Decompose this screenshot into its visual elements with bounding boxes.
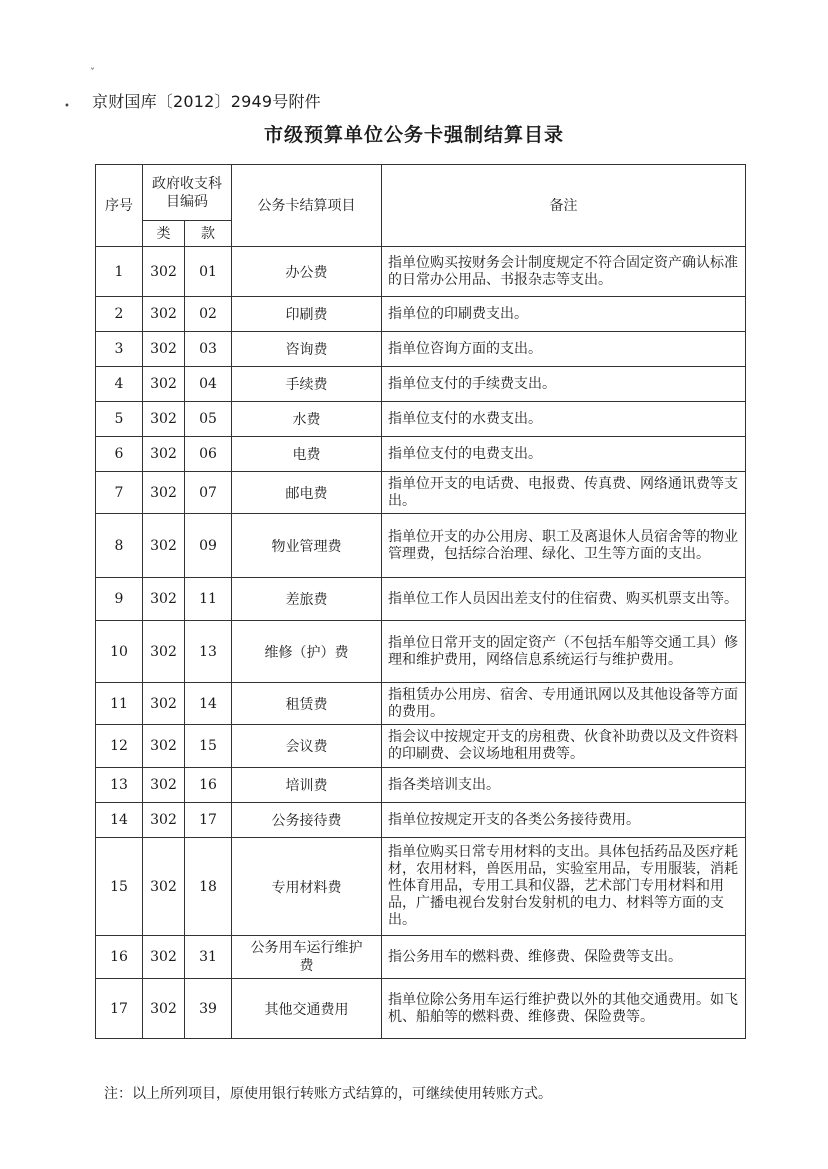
table-row xyxy=(96,367,746,402)
row-class: 302 xyxy=(143,936,185,979)
header-item: 公务卡结算项目 xyxy=(232,165,382,247)
row-seq: 17 xyxy=(96,979,143,1039)
row-seq: 3 xyxy=(96,332,143,367)
row-item: 差旅费 xyxy=(232,578,382,621)
row-seq: 6 xyxy=(96,437,143,472)
table-row xyxy=(96,979,746,1039)
row-class: 302 xyxy=(143,247,185,297)
row-note: 指单位开支的办公用房、职工及离退休人员宿舍等的物业管理费，包括综合治理、绿化、卫生等方面的支出。 xyxy=(382,514,746,578)
row-class: 302 xyxy=(143,437,185,472)
row-seq: 13 xyxy=(96,768,143,803)
row-class: 302 xyxy=(143,838,185,936)
table-row xyxy=(96,247,746,297)
row-item: 会议费 xyxy=(232,725,382,768)
row-kuan: 18 xyxy=(185,838,232,936)
row-seq: 12 xyxy=(96,725,143,768)
row-class: 302 xyxy=(143,725,185,768)
table-row xyxy=(96,332,746,367)
row-kuan: 39 xyxy=(185,979,232,1039)
row-kuan: 07 xyxy=(185,472,232,514)
row-kuan: 06 xyxy=(185,437,232,472)
row-note: 指单位工作人员因出差支付的住宿费、购买机票支出等。 xyxy=(382,578,746,621)
row-note: 指各类培训支出。 xyxy=(382,768,746,803)
row-note: 指单位支付的手续费支出。 xyxy=(382,367,746,402)
row-kuan: 05 xyxy=(185,402,232,437)
row-seq: 15 xyxy=(96,838,143,936)
row-note: 指会议中按规定开支的房租费、伙食补助费以及文件资料的印刷费、会议场地租用费等。 xyxy=(382,725,746,768)
row-kuan: 16 xyxy=(185,768,232,803)
row-seq: 2 xyxy=(96,297,143,332)
row-kuan: 17 xyxy=(185,803,232,838)
row-seq: 1 xyxy=(96,247,143,297)
row-note: 指单位开支的电话费、电报费、传真费、网络通讯费等支出。 xyxy=(382,472,746,514)
row-class: 302 xyxy=(143,578,185,621)
row-class: 302 xyxy=(143,297,185,332)
table-row xyxy=(96,803,746,838)
row-class: 302 xyxy=(143,979,185,1039)
row-item: 公务接待费 xyxy=(232,803,382,838)
row-note: 指单位购买按财务会计制度规定不符合固定资产确认标准的日常办公用品、书报杂志等支出。 xyxy=(382,247,746,297)
row-class: 302 xyxy=(143,472,185,514)
row-note: 指租赁办公用房、宿舍、专用通讯网以及其他设备等方面的费用。 xyxy=(382,683,746,725)
header-kuan: 款 xyxy=(185,221,232,247)
table-row xyxy=(96,936,746,979)
document-reference: 京财国库〔2012〕2949号附件 xyxy=(92,92,321,111)
row-note: 指单位的印刷费支出。 xyxy=(382,297,746,332)
scan-mark: • xyxy=(64,101,70,112)
table-row xyxy=(96,514,746,578)
table-row xyxy=(96,437,746,472)
table-row xyxy=(96,402,746,437)
table-row xyxy=(96,768,746,803)
table-row xyxy=(96,621,746,683)
header-seq: 序号 xyxy=(96,165,143,247)
row-item: 专用材料费 xyxy=(232,838,382,936)
row-kuan: 13 xyxy=(185,621,232,683)
row-seq: 16 xyxy=(96,936,143,979)
table-row xyxy=(96,578,746,621)
row-item: 培训费 xyxy=(232,768,382,803)
row-note: 指单位按规定开支的各类公务接待费用。 xyxy=(382,803,746,838)
row-kuan: 11 xyxy=(185,578,232,621)
table-header-row xyxy=(96,165,746,221)
row-class: 302 xyxy=(143,367,185,402)
row-item: 水费 xyxy=(232,402,382,437)
header-class: 类 xyxy=(143,221,185,247)
row-item: 维修（护）费 xyxy=(232,621,382,683)
row-note: 指单位咨询方面的支出。 xyxy=(382,332,746,367)
table-row xyxy=(96,838,746,936)
row-item: 租赁费 xyxy=(232,683,382,725)
table-row xyxy=(96,725,746,768)
row-item: 电费 xyxy=(232,437,382,472)
row-note: 指单位除公务用车运行维护费以外的其他交通费用。如飞机、船舶等的燃料费、维修费、保险费等。 xyxy=(382,979,746,1039)
row-item: 咨询费 xyxy=(232,332,382,367)
table-row xyxy=(96,683,746,725)
settlement-catalog-table xyxy=(95,164,746,1039)
row-kuan: 04 xyxy=(185,367,232,402)
row-item: 手续费 xyxy=(232,367,382,402)
row-class: 302 xyxy=(143,768,185,803)
footnote: 注：以上所列项目，原使用银行转账方式结算的，可继续使用转账方式。 xyxy=(104,1086,552,1102)
row-item: 其他交通费用 xyxy=(232,979,382,1039)
row-kuan: 31 xyxy=(185,936,232,979)
row-note: 指单位日常开支的固定资产（不包括车船等交通工具）修理和维护费用，网络信息系统运行与维护费用。 xyxy=(382,621,746,683)
row-kuan: 03 xyxy=(185,332,232,367)
row-seq: 14 xyxy=(96,803,143,838)
row-item: 公务用车运行维护费 xyxy=(232,936,382,979)
table-row xyxy=(96,297,746,332)
scan-mark: ˇ xyxy=(90,68,95,79)
row-kuan: 14 xyxy=(185,683,232,725)
row-item: 物业管理费 xyxy=(232,514,382,578)
row-class: 302 xyxy=(143,803,185,838)
row-note: 指单位支付的水费支出。 xyxy=(382,402,746,437)
row-class: 302 xyxy=(143,332,185,367)
row-class: 302 xyxy=(143,621,185,683)
header-code: 政府收支科目编码 xyxy=(143,165,232,221)
row-class: 302 xyxy=(143,683,185,725)
row-seq: 9 xyxy=(96,578,143,621)
row-kuan: 02 xyxy=(185,297,232,332)
row-class: 302 xyxy=(143,402,185,437)
row-class: 302 xyxy=(143,514,185,578)
row-seq: 4 xyxy=(96,367,143,402)
document-title: 市级预算单位公务卡强制结算目录 xyxy=(263,124,564,146)
header-note: 备注 xyxy=(382,165,746,247)
row-seq: 11 xyxy=(96,683,143,725)
row-seq: 10 xyxy=(96,621,143,683)
row-note: 指单位支付的电费支出。 xyxy=(382,437,746,472)
row-item: 邮电费 xyxy=(232,472,382,514)
table-row xyxy=(96,472,746,514)
row-seq: 7 xyxy=(96,472,143,514)
row-note: 指公务用车的燃料费、维修费、保险费等支出。 xyxy=(382,936,746,979)
row-item: 办公费 xyxy=(232,247,382,297)
row-kuan: 15 xyxy=(185,725,232,768)
row-kuan: 01 xyxy=(185,247,232,297)
row-note: 指单位购买日常专用材料的支出。具体包括药品及医疗耗材，农用材料，兽医用品，实验室用品，专用服装，消耗性体育用品，专用工具和仪器，艺术部门专用材料和用品，广播电视台发射台发射机的电力、材料等方面的支出。 xyxy=(382,838,746,936)
row-kuan: 09 xyxy=(185,514,232,578)
row-seq: 5 xyxy=(96,402,143,437)
row-item: 印刷费 xyxy=(232,297,382,332)
row-seq: 8 xyxy=(96,514,143,578)
